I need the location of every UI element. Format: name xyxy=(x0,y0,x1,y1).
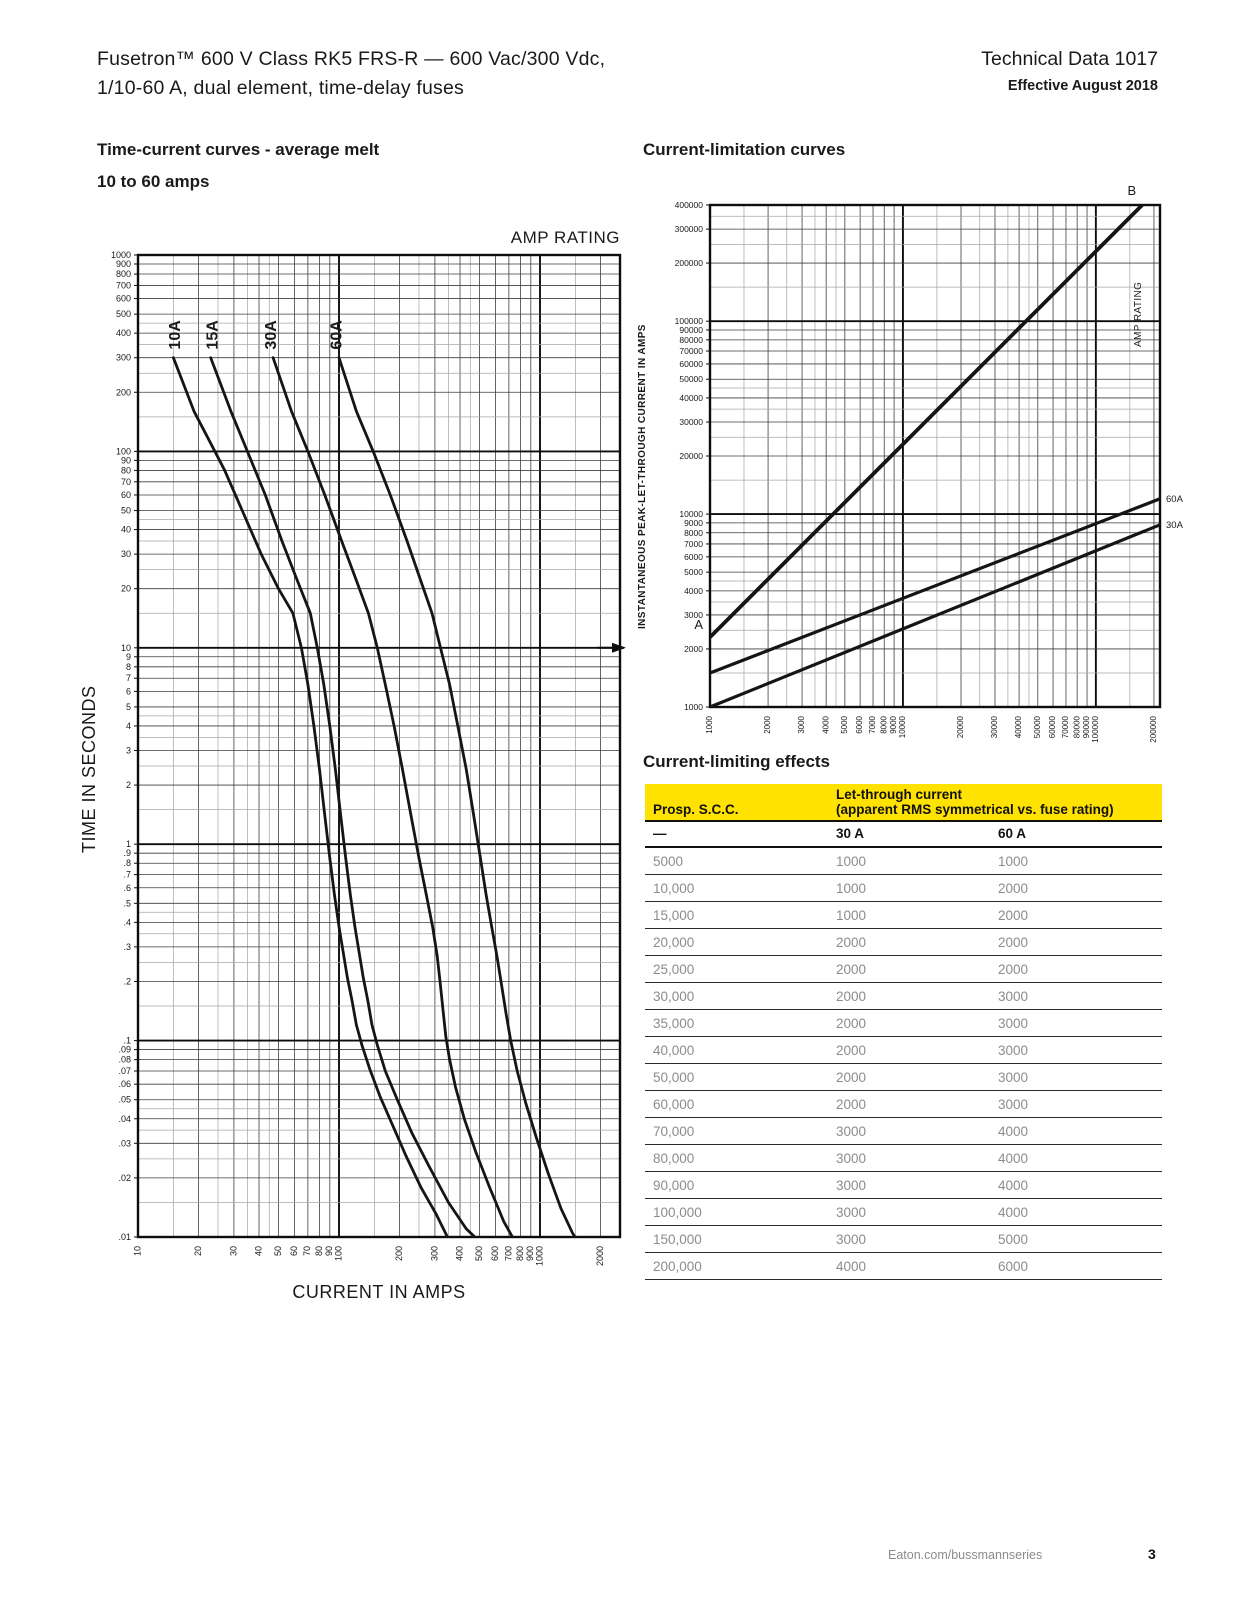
y-tick-label: .1 xyxy=(123,1035,131,1046)
col-header-let-through xyxy=(828,784,1162,821)
y-tick-label: .5 xyxy=(123,898,131,909)
page-title xyxy=(97,45,605,103)
table-subheader-row xyxy=(645,821,1162,847)
y-tick-label: 2000 xyxy=(684,643,703,654)
annotation-30A: 30A xyxy=(1166,519,1183,531)
y-tick-label: 200000 xyxy=(674,258,703,269)
y-tick-label: .01 xyxy=(118,1232,131,1242)
table-row xyxy=(645,1010,1162,1037)
x-tick-label: 60000 xyxy=(1048,716,1058,739)
annotation-60A: 60A xyxy=(1166,493,1183,505)
amp-rating-label-left-chart: AMP RATING xyxy=(510,228,620,247)
let-through-60a: 1000 xyxy=(990,847,1162,875)
prosp-scc-value: 5000 xyxy=(645,847,828,875)
y-tick-label: .3 xyxy=(123,941,131,952)
let-through-60a: 2000 xyxy=(990,875,1162,902)
y-tick-label: 8000 xyxy=(684,527,703,538)
y-tick-label: 100000 xyxy=(674,316,703,327)
table-row xyxy=(645,1172,1162,1199)
x-tick-label: 400 xyxy=(454,1246,465,1262)
x-tick-label: 90000 xyxy=(1082,716,1092,739)
y-tick-label: 80000 xyxy=(679,334,703,345)
y-tick-label: .03 xyxy=(118,1138,131,1149)
table-row xyxy=(645,1037,1162,1064)
x-tick-label: 30 xyxy=(228,1246,239,1257)
x-tick-label: 40000 xyxy=(1014,716,1024,739)
x-tick-label: 5000 xyxy=(839,716,849,734)
y-tick-label: 700 xyxy=(115,280,131,291)
y-tick-label: .07 xyxy=(118,1066,131,1077)
table-row xyxy=(645,929,1162,956)
y-tick-label: 6 xyxy=(125,686,131,697)
tc-heading: Time-current curves - average melt xyxy=(97,140,380,159)
let-through-60a: 4000 xyxy=(990,1199,1162,1226)
x-tick-label: 800 xyxy=(514,1246,525,1262)
curve-30A xyxy=(710,525,1160,707)
let-through-60a: 2000 xyxy=(990,902,1162,929)
prosp-scc-value: 90,000 xyxy=(645,1172,828,1199)
y-tick-label: .08 xyxy=(118,1054,131,1065)
y-tick-label: .6 xyxy=(123,882,131,893)
x-tick-label: 20 xyxy=(192,1246,203,1257)
y-tick-label: 3000 xyxy=(684,609,703,620)
prosp-scc-value: 80,000 xyxy=(645,1145,828,1172)
y-tick-label: 90000 xyxy=(679,324,703,335)
y-tick-label: 9 xyxy=(125,651,131,662)
y-tick-label: 20000 xyxy=(679,451,703,461)
x-tick-label: 3000 xyxy=(797,716,807,734)
y-tick-label: 300 xyxy=(115,352,131,363)
x-tick-label: 1000 xyxy=(705,716,715,734)
table-row xyxy=(645,1199,1162,1226)
subheader-30a: 30 A xyxy=(828,821,990,847)
annotation-B: B xyxy=(1127,183,1137,198)
x-tick-label: 50000 xyxy=(1032,716,1042,739)
y-tick-label: 600 xyxy=(115,293,131,304)
let-through-60a: 3000 xyxy=(990,1064,1162,1091)
let-through-60a: 2000 xyxy=(990,956,1162,983)
x-tick-label: 30000 xyxy=(990,716,1000,739)
prosp-scc-value: 15,000 xyxy=(645,902,828,929)
let-through-30a: 1000 xyxy=(828,875,990,902)
subheader-60a: 60 A xyxy=(990,821,1162,847)
curve-label-15A: 15A xyxy=(204,320,222,350)
let-through-60a: 5000 xyxy=(990,1226,1162,1253)
y-tick-label: 10000 xyxy=(679,509,703,520)
page-title-line2: 1/10-60 A, dual element, time-delay fuses xyxy=(97,77,464,99)
prosp-scc-value: 200,000 xyxy=(645,1253,828,1280)
doc-reference: Technical Data 1017 xyxy=(981,48,1158,70)
table-row xyxy=(645,983,1162,1010)
x-tick-label: 80000 xyxy=(1072,716,1082,739)
y-tick-label: 60 xyxy=(120,489,131,500)
let-through-30a: 1000 xyxy=(828,902,990,929)
x-tick-label: 80 xyxy=(313,1246,324,1257)
table-row xyxy=(645,847,1162,875)
y-tick-label: 3 xyxy=(125,745,131,756)
x-tick-label: 70000 xyxy=(1061,716,1071,739)
x-tick-label: 300 xyxy=(429,1246,440,1262)
table-row xyxy=(645,956,1162,983)
cl-heading: Current-limitation curves xyxy=(643,140,846,159)
let-through-60a: 6000 xyxy=(990,1253,1162,1280)
prosp-scc-value: 35,000 xyxy=(645,1010,828,1037)
let-through-30a: 2000 xyxy=(828,1064,990,1091)
table-row xyxy=(645,1253,1162,1280)
prosp-scc-value: 10,000 xyxy=(645,875,828,902)
let-through-60a: 3000 xyxy=(990,1037,1162,1064)
y-tick-label: 20 xyxy=(120,583,131,594)
prosp-scc-value: 20,000 xyxy=(645,929,828,956)
annotation-A: A xyxy=(694,617,703,633)
y-tick-label: 30000 xyxy=(679,417,703,428)
y-tick-label: 800 xyxy=(115,269,131,280)
prosp-scc-value: 100,000 xyxy=(645,1199,828,1226)
time-current-chart xyxy=(97,210,642,1310)
y-tick-label: .05 xyxy=(118,1094,131,1105)
x-tick-label: 1000 xyxy=(534,1246,545,1267)
y-tick-label: 300000 xyxy=(674,224,703,235)
y-tick-label: 5 xyxy=(125,701,131,712)
x-tick-label: 8000 xyxy=(879,716,889,734)
prosp-scc-value: 70,000 xyxy=(645,1118,828,1145)
let-through-60a: 3000 xyxy=(990,1010,1162,1037)
y-tick-label: 400 xyxy=(115,328,131,339)
x-tick-label: 10 xyxy=(132,1246,143,1257)
curve-label-10A: 10A xyxy=(167,320,185,350)
table-row xyxy=(645,1226,1162,1253)
let-through-30a: 2000 xyxy=(828,983,990,1010)
x-tick-label: 200000 xyxy=(1149,716,1159,743)
y-tick-label: 1000 xyxy=(684,702,703,712)
col-header-prosp-scc: Prosp. S.C.C. xyxy=(645,784,828,821)
let-through-60a: 4000 xyxy=(990,1145,1162,1172)
y-tick-label: 100 xyxy=(115,446,131,457)
y-tick-label: 500 xyxy=(115,309,131,320)
prosp-scc-value: 60,000 xyxy=(645,1091,828,1118)
x-tick-label: 4000 xyxy=(821,716,831,734)
let-through-30a: 1000 xyxy=(828,847,990,875)
x-tick-label: 100 xyxy=(333,1246,344,1262)
let-through-30a: 3000 xyxy=(828,1172,990,1199)
table-row xyxy=(645,1118,1162,1145)
y-tick-label: 200 xyxy=(115,387,131,398)
let-through-30a: 2000 xyxy=(828,929,990,956)
prosp-scc-value: 30,000 xyxy=(645,983,828,1010)
y-tick-label: 70000 xyxy=(679,346,703,357)
y-tick-label: 900 xyxy=(115,258,131,269)
x-tick-label: 6000 xyxy=(855,716,865,734)
y-tick-label: 60000 xyxy=(679,358,703,369)
y-tick-label: .06 xyxy=(118,1079,131,1090)
let-through-30a: 3000 xyxy=(828,1118,990,1145)
effective-date: Effective August 2018 xyxy=(1007,78,1158,94)
table-row xyxy=(645,875,1162,902)
y-tick-label: 10 xyxy=(120,642,131,653)
y-tick-label: 4000 xyxy=(684,585,703,596)
x-tick-label: 700 xyxy=(503,1246,514,1262)
table-row xyxy=(645,1145,1162,1172)
y-tick-label: 1000 xyxy=(110,250,131,260)
y-tick-label: .9 xyxy=(123,848,131,859)
y-tick-label: 5000 xyxy=(684,567,703,578)
y-tick-label: .4 xyxy=(123,917,131,928)
x-tick-label: 90 xyxy=(324,1246,335,1257)
x-tick-label: 40 xyxy=(253,1246,264,1257)
header-right xyxy=(820,48,1158,94)
let-through-30a: 2000 xyxy=(828,1091,990,1118)
let-through-30a: 3000 xyxy=(828,1199,990,1226)
y-tick-label: .2 xyxy=(123,976,131,987)
y-tick-label: 1 xyxy=(125,839,131,850)
curve-label-30A: 30A xyxy=(263,320,281,350)
prosp-scc-value: 150,000 xyxy=(645,1226,828,1253)
prosp-scc-value: 40,000 xyxy=(645,1037,828,1064)
footer-page-number: 3 xyxy=(1148,1546,1156,1562)
y-tick-label: 7 xyxy=(125,673,131,684)
y-tick-label: .8 xyxy=(123,858,131,869)
y-tick-label: 2 xyxy=(125,780,131,791)
let-through-30a: 2000 xyxy=(828,956,990,983)
y-tick-label: .04 xyxy=(118,1113,131,1124)
let-through-line1: Let-through current xyxy=(836,787,962,802)
x-tick-label: 100000 xyxy=(1090,716,1100,743)
y-tick-label: 80 xyxy=(120,465,131,476)
curve-60A xyxy=(710,499,1160,673)
footer-url: Eaton.com/bussmannseries xyxy=(888,1548,1043,1562)
let-through-60a: 4000 xyxy=(990,1172,1162,1199)
x-tick-label: 2000 xyxy=(594,1246,605,1267)
let-through-60a: 4000 xyxy=(990,1118,1162,1145)
current-limiting-effects-table xyxy=(645,784,1162,1280)
tc-subheading: 10 to 60 amps xyxy=(97,172,210,191)
y-tick-label: 50000 xyxy=(679,374,703,385)
x-tick-label: 9000 xyxy=(889,716,899,734)
x-tick-label: 2000 xyxy=(763,716,773,734)
cle-heading: Current-limiting effects xyxy=(643,752,831,771)
prosp-scc-value: 50,000 xyxy=(645,1064,828,1091)
let-through-30a: 3000 xyxy=(828,1145,990,1172)
y-tick-label: 40000 xyxy=(679,392,703,403)
let-through-30a: 2000 xyxy=(828,1010,990,1037)
x-tick-label: 500 xyxy=(473,1246,484,1262)
subheader-dash: — xyxy=(645,821,828,847)
curve-label-60A: 60A xyxy=(328,320,346,350)
y-tick-label: 8 xyxy=(125,661,131,672)
y-tick-label: 4 xyxy=(125,720,131,731)
let-through-30a: 3000 xyxy=(828,1226,990,1253)
x-tick-label: 60 xyxy=(288,1246,299,1257)
y-tick-label: 6000 xyxy=(684,551,703,562)
table-row xyxy=(645,902,1162,929)
table-row xyxy=(645,1091,1162,1118)
x-tick-label: 7000 xyxy=(868,716,878,734)
prosp-scc-value: 25,000 xyxy=(645,956,828,983)
table-header-row xyxy=(645,784,1162,821)
y-tick-label: 90 xyxy=(120,455,131,466)
table-row xyxy=(645,1064,1162,1091)
let-through-line2: (apparent RMS symmetrical vs. fuse rating) xyxy=(836,802,1114,817)
amp-rating-label-right-chart: AMP RATING xyxy=(1133,281,1144,347)
let-through-60a: 2000 xyxy=(990,929,1162,956)
y-tick-label: 30 xyxy=(120,549,131,560)
x-tick-label: 10000 xyxy=(898,716,908,739)
y-tick-label: 9000 xyxy=(684,517,703,528)
y-tick-label: 400000 xyxy=(674,200,703,210)
x-tick-label: 200 xyxy=(393,1246,404,1262)
y-axis-title-peak-current: INSTANTANEOUS PEAK-LET-THROUGH CURRENT IN AMPS xyxy=(637,324,648,629)
y-tick-label: 50 xyxy=(120,505,131,516)
x-tick-label: 900 xyxy=(525,1246,536,1262)
y-axis-title-time: TIME IN SECONDS xyxy=(79,685,99,853)
x-tick-label: 50 xyxy=(272,1246,283,1257)
let-through-30a: 4000 xyxy=(828,1253,990,1280)
y-tick-label: 70 xyxy=(120,476,131,487)
y-tick-label: .09 xyxy=(118,1044,131,1055)
x-tick-label: 600 xyxy=(489,1246,500,1262)
page-title-line1: Fusetron™ 600 V Class RK5 FRS-R — 600 Vac/300 Vdc, xyxy=(97,48,606,70)
y-tick-label: .02 xyxy=(118,1172,131,1183)
plot-border xyxy=(138,255,620,1237)
y-tick-label: .7 xyxy=(123,869,131,880)
let-through-60a: 3000 xyxy=(990,1091,1162,1118)
let-through-60a: 3000 xyxy=(990,983,1162,1010)
x-tick-label: 70 xyxy=(302,1246,313,1257)
let-through-30a: 2000 xyxy=(828,1037,990,1064)
y-tick-label: 40 xyxy=(120,524,131,535)
y-tick-label: 7000 xyxy=(684,538,703,549)
x-tick-label: 20000 xyxy=(956,716,966,739)
x-axis-title-current: CURRENT IN AMPS xyxy=(292,1282,466,1302)
current-limitation-chart xyxy=(640,180,1236,770)
